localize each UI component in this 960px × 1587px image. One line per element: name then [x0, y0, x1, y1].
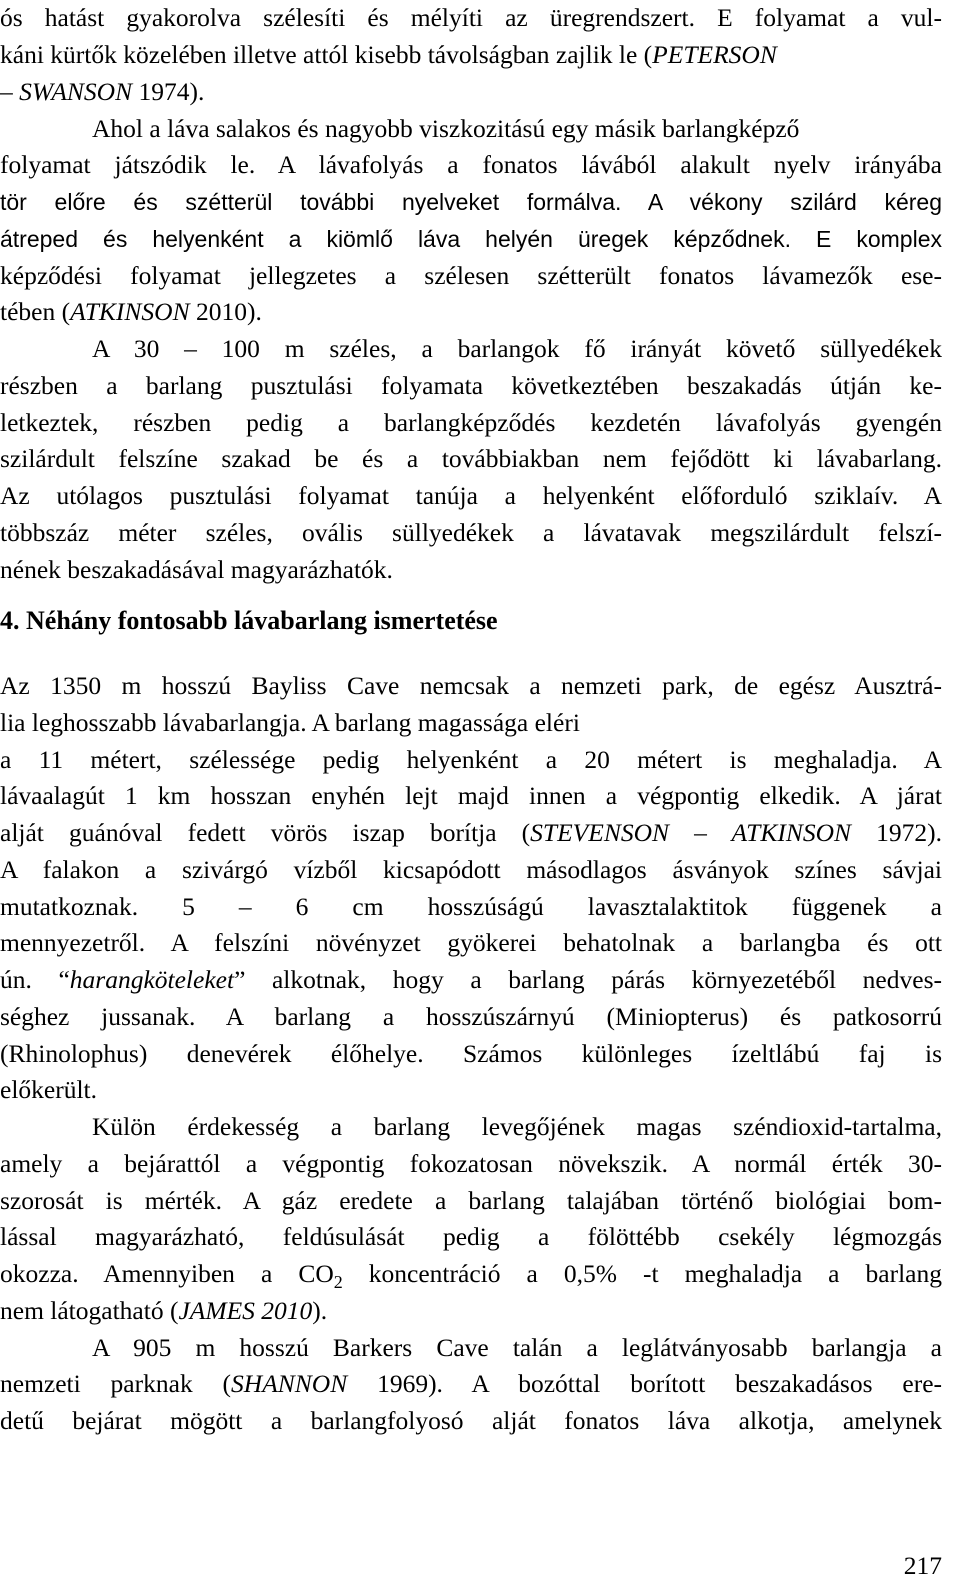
- text-line: többszáz méter széles, ovális süllyedékek a lávatavak megszilárdult felszí-: [0, 518, 942, 547]
- text-line: átreped és helyenként a kiömlő láva helyén üregek képződnek. E komplex: [0, 226, 942, 252]
- text-line: lávaalagút 1 km hosszan enyhén lejt majd innen a végpontig elkedik. A járat: [0, 781, 942, 810]
- text-line: mutatkoznak. 5 – 6 cm hosszúságú lavasztalaktitok függenek a: [0, 892, 942, 921]
- text-line: Ahol a láva salakos és nagyobb viszkozitású egy másik barlangképző: [92, 114, 800, 143]
- text-line: Külön érdekesség a barlang levegőjének magas széndioxid-tartalma,: [92, 1112, 942, 1141]
- text-line: képződési folyamat jellegzetes a szélesen szétterült fonatos lávamezők ese-: [0, 261, 942, 290]
- section-heading: 4. Néhány fontosabb lávabarlang ismertetése: [0, 606, 498, 635]
- text-line: előkerült.: [0, 1075, 98, 1104]
- text-line: séghez jussanak. A barlang a hosszúszárnyú (Miniopterus) és patkosorrú: [0, 1002, 942, 1031]
- text-line: ós hatást gyakorolva szélesíti és mélyíti az üregrendszert. E folyamat a vul-: [0, 3, 942, 32]
- text-line: lia leghosszabb lávabarlangja. A barlang magassága eléri: [0, 708, 580, 737]
- text-line: amely a bejárattól a végpontig fokozatosan növekszik. A normál érték 30-: [0, 1149, 942, 1178]
- text-line: A 905 m hosszú Barkers Cave talán a leglátványosabb barlangja a: [92, 1333, 942, 1362]
- text-line: tében (ATKINSON 2010).: [0, 297, 262, 326]
- text-line: (Rhinolophus) denevérek élőhelye. Számos különleges ízeltlábú faj is: [0, 1039, 942, 1068]
- text-line: mennyezetről. A felszíni növényzet gyökerei behatolnak a barlangba és ott: [0, 928, 942, 957]
- text-line: tör előre és szétterül további nyelveket formálva. A vékony szilárd kéreg: [0, 189, 942, 215]
- text-line: lással magyarázható, feldúsulását pedig a fölöttébb csekély légmozgás: [0, 1222, 942, 1251]
- text-line: nem látogatható (JAMES 2010).: [0, 1296, 328, 1325]
- text-line: a 11 métert, szélessége pedig helyenként a 20 métert is meghaladja. A: [0, 745, 942, 774]
- text-line: A falakon a szivárgó vízből kicsapódott másodlagos ásványok színes sávjai: [0, 855, 942, 884]
- text-line: Az utólagos pusztulási folyamat tanúja a helyenként előforduló sziklaív. A: [0, 481, 942, 510]
- text-line: A 30 – 100 m széles, a barlangok fő irányát követő süllyedékek: [92, 334, 942, 363]
- text-line: nemzeti parknak (SHANNON 1969). A bozóttal borított beszakadásos ere-: [0, 1369, 942, 1398]
- text-line: Az 1350 m hosszú Bayliss Cave nemcsak a nemzeti park, de egész Ausztrá-: [0, 671, 942, 700]
- text-line: szilárdult felszíne szakad be és a továbbiakban nem fejődött ki lávabarlang.: [0, 444, 942, 473]
- text-line: okozza. Amennyiben a $CO_2$ koncentráció a 0,5% -t meghaladja a barlang: [0, 1259, 942, 1292]
- text-line: folyamat játszódik le. A lávafolyás a fonatos lávából alakult nyelv irányába: [0, 150, 942, 179]
- text-line: ún. “harangköteleket” alkotnak, hogy a barlang párás környezetéből nedves-: [0, 965, 942, 994]
- text-line: nének beszakadásával magyarázhatók.: [0, 555, 393, 584]
- page-number: 217: [903, 1551, 942, 1580]
- text-line: – SWANSON 1974).: [0, 77, 205, 106]
- text-line: alját guánóval fedett vörös iszap borítja (STEVENSON – ATKINSON 1972).: [0, 818, 942, 847]
- text-line: káni kürtők közelében illetve attól kisebb távolságban zajlik le (PETERSON: [0, 40, 777, 69]
- text-line: detű bejárat mögött a barlangfolyosó alját fonatos láva alkotja, amelynek: [0, 1406, 942, 1435]
- text-line: letkeztek, részben pedig a barlangképződés kezdetén lávafolyás gyengén: [0, 408, 942, 437]
- text-line: szorosát is mérték. A gáz eredete a barlang talajában történő biológiai bom-: [0, 1186, 942, 1215]
- text-line: részben a barlang pusztulási folyamata következtében beszakadás útján ke-: [0, 371, 942, 400]
